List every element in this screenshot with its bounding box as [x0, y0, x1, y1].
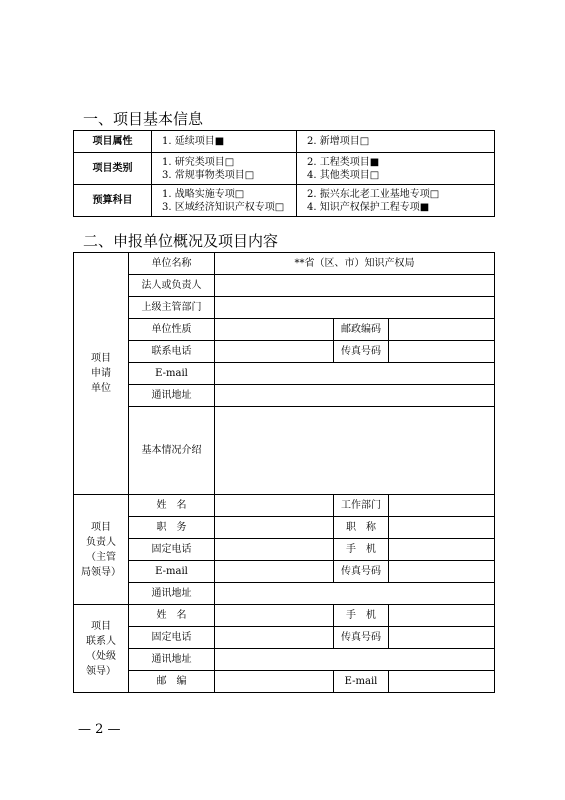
row-unit-intro	[74, 407, 495, 495]
field-unit-intro[interactable]	[215, 407, 495, 495]
label-leader-mobile: 手 机	[334, 539, 389, 561]
basic-info-table	[73, 130, 495, 217]
row-leader-name	[74, 495, 495, 517]
field-contact-email[interactable]	[389, 671, 495, 693]
row-contact-address	[74, 649, 495, 671]
field-leader-name[interactable]	[215, 495, 334, 517]
field-leader-fax[interactable]	[389, 561, 495, 583]
label-unit-name: 单位名称	[129, 253, 215, 275]
group-applicant-unit: 项目 申请 单位	[74, 253, 129, 495]
opt-routine: 3. 常规事物类项目□	[162, 169, 255, 181]
label-unit-email: E-mail	[129, 363, 215, 385]
label-contact-name: 姓 名	[129, 605, 215, 627]
row-legal-rep	[74, 275, 495, 297]
opt-new-project: 2. 新增项目□	[297, 131, 495, 153]
row-contact-zip	[74, 671, 495, 693]
field-leader-mobile[interactable]	[389, 539, 495, 561]
opt-continued-project: 1. 延续项目■	[152, 131, 297, 153]
label-unit-fax: 传真号码	[334, 341, 389, 363]
label-budget-subject: 预算科目	[74, 185, 152, 217]
row-unit-phone	[74, 341, 495, 363]
field-postcode[interactable]	[389, 319, 495, 341]
row-contact-phone	[74, 627, 495, 649]
category-right-options	[297, 153, 495, 185]
label-contact-email: E-mail	[334, 671, 389, 693]
field-contact-name[interactable]	[215, 605, 334, 627]
row-unit-email	[74, 363, 495, 385]
label-leader-fax: 传真号码	[334, 561, 389, 583]
opt-strategy: 1. 战略实施专项□	[162, 188, 245, 200]
label-contact-zip: 邮 编	[129, 671, 215, 693]
row-budget-subject	[74, 185, 495, 217]
opt-other: 4. 其他类项目□	[307, 169, 380, 181]
label-unit-intro: 基本情况介绍	[129, 407, 215, 495]
row-leader-duty	[74, 517, 495, 539]
group-project-contact: 项目 联系人 （处级 领导）	[74, 605, 129, 693]
label-contact-landline: 固定电话	[129, 627, 215, 649]
opt-research: 1. 研究类项目□	[162, 156, 235, 168]
label-project-category: 项目类别	[74, 153, 152, 185]
row-unit-name	[74, 253, 495, 275]
label-leader-name: 姓 名	[129, 495, 215, 517]
unit-overview-table	[73, 252, 495, 693]
row-project-category	[74, 153, 495, 185]
category-left-options	[152, 153, 297, 185]
field-contact-mobile[interactable]	[389, 605, 495, 627]
opt-regional: 3. 区域经济知识产权专项□	[162, 201, 285, 213]
field-legal-rep[interactable]	[215, 275, 495, 297]
label-leader-landline: 固定电话	[129, 539, 215, 561]
budget-left-options	[152, 185, 297, 217]
field-leader-duty[interactable]	[215, 517, 334, 539]
field-contact-address[interactable]	[215, 649, 495, 671]
opt-engineering: 2. 工程类项目■	[307, 156, 380, 168]
group-project-leader: 项目 负责人 （主管 局领导）	[74, 495, 129, 605]
field-unit-address[interactable]	[215, 385, 495, 407]
field-leader-address[interactable]	[215, 583, 495, 605]
field-leader-dept[interactable]	[389, 495, 495, 517]
value-unit-name: **省（区、市）知识产权局	[215, 253, 495, 275]
row-leader-email	[74, 561, 495, 583]
row-contact-name	[74, 605, 495, 627]
row-project-attribute	[74, 131, 495, 153]
row-leader-phone	[74, 539, 495, 561]
field-leader-title[interactable]	[389, 517, 495, 539]
label-project-attribute: 项目属性	[74, 131, 152, 153]
opt-northeast: 2. 振兴东北老工业基地专项□	[307, 188, 440, 200]
label-unit-nature: 单位性质	[129, 319, 215, 341]
label-leader-email: E-mail	[129, 561, 215, 583]
label-contact-address: 通讯地址	[129, 649, 215, 671]
section2-title: 二、申报单位概况及项目内容	[83, 232, 279, 250]
label-postcode: 邮政编码	[334, 319, 389, 341]
budget-right-options	[297, 185, 495, 217]
field-contact-zip[interactable]	[215, 671, 334, 693]
page-number: — 2 —	[78, 722, 121, 737]
row-supervisor	[74, 297, 495, 319]
field-contact-fax[interactable]	[389, 627, 495, 649]
label-contact-fax: 传真号码	[334, 627, 389, 649]
field-contact-landline[interactable]	[215, 627, 334, 649]
row-leader-address	[74, 583, 495, 605]
label-leader-address: 通讯地址	[129, 583, 215, 605]
label-contact-mobile: 手 机	[334, 605, 389, 627]
label-leader-title: 职 称	[334, 517, 389, 539]
row-unit-address	[74, 385, 495, 407]
field-supervisor[interactable]	[215, 297, 495, 319]
label-leader-duty: 职 务	[129, 517, 215, 539]
field-leader-landline[interactable]	[215, 539, 334, 561]
field-unit-email[interactable]	[215, 363, 495, 385]
field-unit-nature[interactable]	[215, 319, 334, 341]
field-unit-phone[interactable]	[215, 341, 334, 363]
label-legal-rep: 法人或负责人	[129, 275, 215, 297]
label-unit-phone: 联系电话	[129, 341, 215, 363]
label-leader-dept: 工作部门	[334, 495, 389, 517]
section1-title: 一、项目基本信息	[83, 110, 204, 128]
label-unit-address: 通讯地址	[129, 385, 215, 407]
opt-ip-protection: 4. 知识产权保护工程专项■	[307, 201, 430, 213]
field-leader-email[interactable]	[215, 561, 334, 583]
label-supervisor: 上级主管部门	[129, 297, 215, 319]
row-unit-nature	[74, 319, 495, 341]
field-unit-fax[interactable]	[389, 341, 495, 363]
